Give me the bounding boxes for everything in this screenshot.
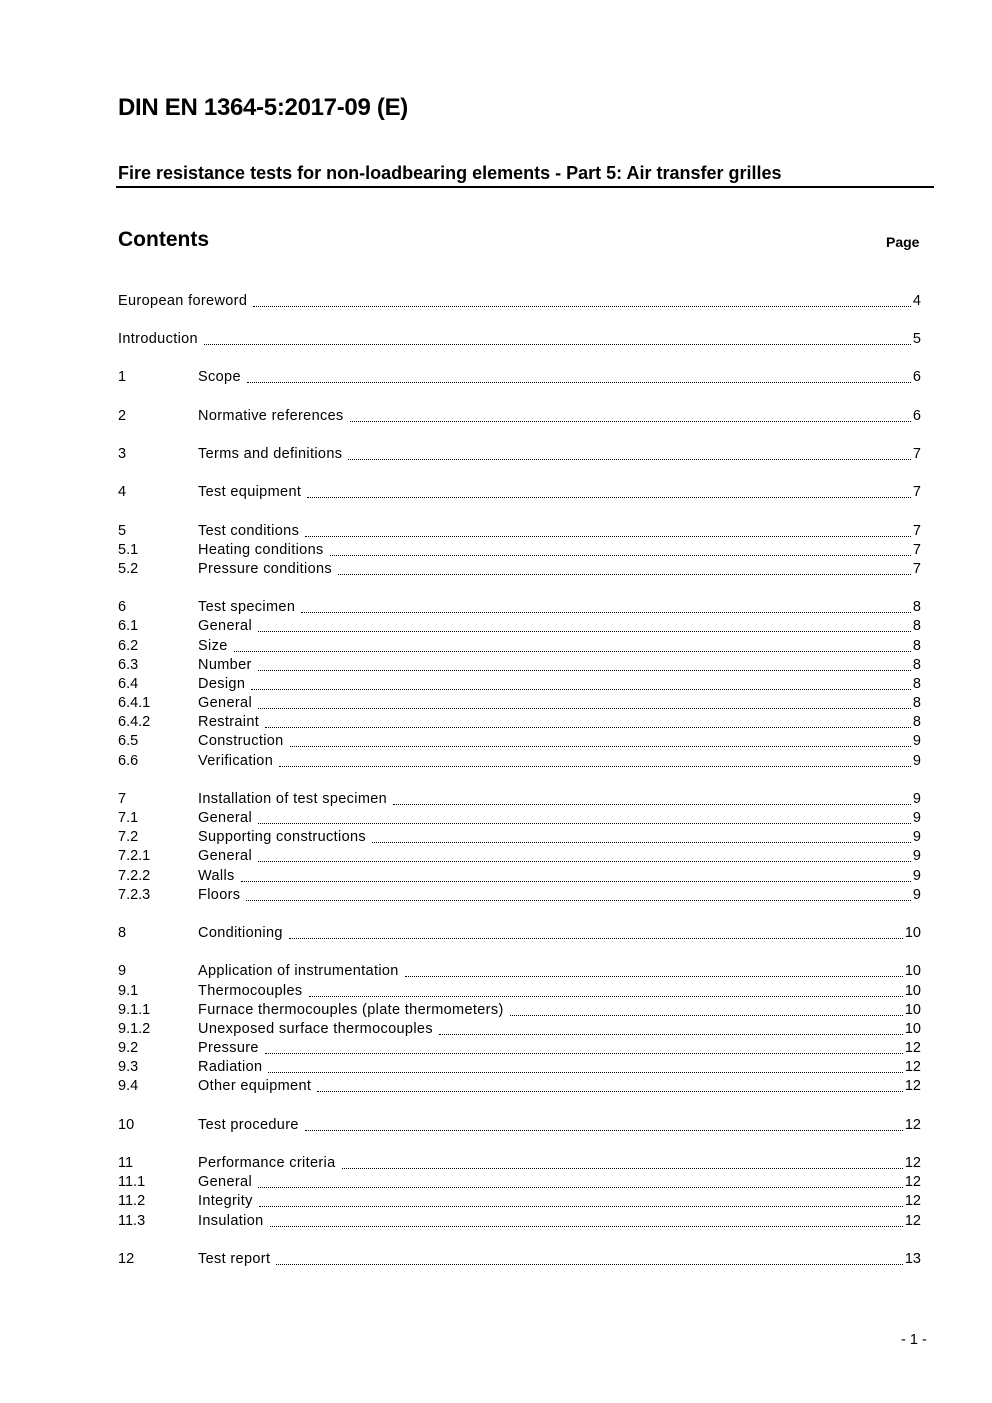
toc-entry-title: Other equipment [198, 1078, 312, 1094]
toc-entry-page: 10 [904, 1021, 921, 1037]
toc-entry-page: 7 [912, 446, 921, 462]
dot-leader [305, 536, 911, 537]
toc-entry-number: 10 [118, 1117, 135, 1133]
dot-leader [246, 900, 911, 901]
toc-entry-number: 6.1 [118, 618, 139, 634]
toc-entry-number: 6.4.1 [118, 695, 151, 711]
toc-entry-number: 9.2 [118, 1040, 139, 1056]
dot-leader [290, 746, 911, 747]
toc-entry-title: Thermocouples [198, 983, 303, 999]
toc-entry-page: 8 [912, 618, 921, 634]
toc-entry-page: 7 [912, 484, 921, 500]
dot-leader [510, 1015, 903, 1016]
toc-entry-page: 8 [912, 638, 921, 654]
toc-entry-page: 8 [912, 657, 921, 673]
dot-leader [258, 1187, 903, 1188]
dot-leader [405, 976, 903, 977]
toc-entry[interactable] [118, 1250, 921, 1269]
toc-entry-page: 7 [912, 561, 921, 577]
toc-entry-title: Pressure conditions [198, 561, 332, 577]
toc-entry-page: 9 [912, 733, 921, 749]
dot-leader [265, 727, 911, 728]
dot-leader [234, 651, 911, 652]
dot-leader [289, 938, 903, 939]
toc-entry-page: 9 [912, 868, 921, 884]
toc-entry-number: 11.2 [118, 1193, 146, 1209]
document-id: DIN EN 1364-5:2017-09 (E) [118, 94, 408, 121]
dot-leader [305, 1130, 903, 1131]
toc-entry[interactable] [118, 656, 921, 675]
dot-leader [276, 1264, 903, 1265]
toc-entry[interactable] [118, 1077, 921, 1096]
toc-entry-title: Number [198, 657, 252, 673]
dot-leader [265, 1053, 903, 1054]
toc-entry[interactable] [118, 617, 921, 636]
dot-leader [268, 1072, 902, 1073]
toc-entry-number: 9 [118, 963, 127, 979]
toc-entry-page: 4 [912, 293, 921, 309]
toc-entry-title: Test equipment [198, 484, 302, 500]
toc-entry-number: 11 [118, 1155, 134, 1171]
toc-entry-title: Walls [198, 868, 235, 884]
toc-entry-title: Heating conditions [198, 542, 324, 558]
toc-entry[interactable] [118, 962, 921, 981]
toc-entry-page: 12 [904, 1193, 921, 1209]
toc-entry-number: 9.4 [118, 1078, 139, 1094]
toc-entry-number: 6.3 [118, 657, 139, 673]
toc-entry-title: General [198, 810, 253, 826]
table-of-contents [118, 0, 921, 1403]
dot-leader [342, 1168, 903, 1169]
toc-entry-number: 3 [118, 446, 127, 462]
toc-entry[interactable] [118, 445, 921, 464]
toc-entry-number: 9.3 [118, 1059, 139, 1075]
toc-entry[interactable] [118, 1039, 921, 1058]
toc-entry-number: 9.1.2 [118, 1021, 151, 1037]
dot-leader [350, 421, 911, 422]
toc-entry-page: 12 [904, 1155, 921, 1171]
dot-leader [251, 689, 911, 690]
document-title: Fire resistance tests for non-loadbearing elements - Part 5: Air transfer grilles [118, 163, 782, 183]
dot-leader [307, 497, 911, 498]
toc-entry-title: Unexposed surface thermocouples [198, 1021, 433, 1037]
toc-entry[interactable] [118, 828, 921, 847]
toc-entry[interactable] [118, 1154, 921, 1173]
toc-entry-page: 8 [912, 676, 921, 692]
toc-entry[interactable] [118, 1058, 921, 1077]
toc-entry[interactable] [118, 732, 921, 751]
toc-entry-number: 6.6 [118, 753, 139, 769]
toc-entry[interactable] [118, 867, 921, 886]
toc-entry-page: 9 [912, 848, 921, 864]
dot-leader [309, 996, 903, 997]
toc-entry-title: Test procedure [198, 1117, 299, 1133]
toc-entry-number: 9.1 [118, 983, 139, 999]
dot-leader [270, 1226, 903, 1227]
toc-entry-title: Insulation [198, 1213, 264, 1229]
toc-entry-number: 5 [118, 523, 127, 539]
toc-entry-number: 2 [118, 408, 127, 424]
toc-entry-title: Radiation [198, 1059, 263, 1075]
toc-entry[interactable] [118, 407, 921, 426]
toc-entry-page: 12 [904, 1174, 921, 1190]
toc-entry[interactable] [118, 541, 921, 560]
toc-entry-number: 9.1.1 [118, 1002, 151, 1018]
dot-leader [258, 708, 911, 709]
toc-entry-page: 12 [904, 1117, 921, 1133]
toc-entry-number: 11.3 [118, 1213, 146, 1229]
toc-entry[interactable] [118, 330, 921, 349]
toc-entry-page: 12 [904, 1213, 921, 1229]
toc-entry[interactable] [118, 713, 921, 732]
dot-leader [259, 1206, 903, 1207]
toc-entry-title: Supporting constructions [198, 829, 366, 845]
toc-entry-title: Introduction [118, 331, 198, 347]
dot-leader [258, 631, 911, 632]
toc-entry-title: Terms and definitions [198, 446, 343, 462]
toc-entry[interactable] [118, 675, 921, 694]
toc-entry-page: 9 [912, 753, 921, 769]
toc-entry[interactable] [118, 1001, 921, 1020]
toc-entry[interactable] [118, 522, 921, 541]
toc-entry-page: 6 [912, 408, 921, 424]
toc-entry-number: 8 [118, 925, 127, 941]
toc-entry-page: 8 [912, 714, 921, 730]
toc-entry-number: 6 [118, 599, 127, 615]
toc-entry-title: General [198, 848, 253, 864]
toc-entry-page: 6 [912, 369, 921, 385]
toc-entry[interactable] [118, 637, 921, 656]
dot-leader [338, 574, 911, 575]
toc-entry-number: 12 [118, 1251, 135, 1267]
dot-leader [279, 766, 911, 767]
toc-entry-page: 13 [904, 1251, 921, 1267]
toc-entry-title: Test conditions [198, 523, 300, 539]
toc-entry-title: European foreword [118, 293, 248, 309]
toc-entry-number: 7.2 [118, 829, 139, 845]
toc-entry[interactable] [118, 483, 921, 502]
toc-entry-page: 10 [904, 963, 921, 979]
toc-entry[interactable] [118, 694, 921, 713]
toc-entry-page: 12 [904, 1040, 921, 1056]
toc-entry-number: 11.1 [118, 1174, 146, 1190]
dot-leader [317, 1091, 903, 1092]
toc-entry-title: General [198, 695, 253, 711]
toc-entry-page: 9 [912, 829, 921, 845]
toc-entry-title: General [198, 618, 253, 634]
toc-entry-number: 5.2 [118, 561, 139, 577]
dot-leader [258, 823, 911, 824]
toc-entry-number: 7.2.1 [118, 848, 151, 864]
toc-entry-number: 7 [118, 791, 127, 807]
dot-leader [330, 555, 911, 556]
page-number: - 1 - [901, 1332, 927, 1348]
toc-entry-title: Performance criteria [198, 1155, 336, 1171]
toc-entry-page: 5 [912, 331, 921, 347]
toc-entry-title: Integrity [198, 1193, 253, 1209]
toc-entry-page: 10 [904, 1002, 921, 1018]
dot-leader [258, 861, 911, 862]
toc-entry-title: Size [198, 638, 228, 654]
toc-entry-page: 7 [912, 542, 921, 558]
toc-entry[interactable] [118, 1116, 921, 1135]
toc-entry-page: 9 [912, 791, 921, 807]
toc-entry[interactable] [118, 292, 921, 311]
dot-leader [253, 306, 911, 307]
dot-leader [393, 804, 911, 805]
dot-leader [301, 612, 911, 613]
toc-entry-page: 7 [912, 523, 921, 539]
dot-leader [348, 459, 911, 460]
toc-entry-title: Scope [198, 369, 241, 385]
toc-entry-title: Design [198, 676, 246, 692]
toc-entry-title: Test specimen [198, 599, 296, 615]
toc-entry-number: 7.1 [118, 810, 139, 826]
toc-entry-title: Construction [198, 733, 284, 749]
toc-entry-page: 12 [904, 1078, 921, 1094]
toc-entry[interactable] [118, 886, 921, 905]
dot-leader [204, 344, 911, 345]
toc-entry[interactable] [118, 560, 921, 579]
toc-entry[interactable] [118, 1173, 921, 1192]
toc-entry[interactable] [118, 982, 921, 1001]
toc-entry-title: Furnace thermocouples (plate thermometers) [198, 1002, 504, 1018]
toc-entry-number: 6.4.2 [118, 714, 151, 730]
toc-entry-page: 10 [904, 983, 921, 999]
toc-entry-number: 1 [118, 369, 127, 385]
dot-leader [258, 670, 911, 671]
toc-entry-title: General [198, 1174, 253, 1190]
toc-entry-title: Test report [198, 1251, 271, 1267]
toc-entry-number: 7.2.3 [118, 887, 151, 903]
toc-entry-page: 9 [912, 887, 921, 903]
toc-entry-page: 8 [912, 599, 921, 615]
toc-entry-page: 9 [912, 810, 921, 826]
toc-entry[interactable] [118, 790, 921, 809]
toc-entry-page: 10 [904, 925, 921, 941]
dot-leader [372, 842, 911, 843]
toc-entry[interactable] [118, 1212, 921, 1231]
toc-entry-title: Verification [198, 753, 274, 769]
toc-entry[interactable] [118, 1020, 921, 1039]
toc-entry-number: 6.5 [118, 733, 139, 749]
toc-entry-page: 8 [912, 695, 921, 711]
dot-leader [247, 382, 911, 383]
toc-entry-title: Installation of test specimen [198, 791, 388, 807]
toc-entry[interactable] [118, 847, 921, 866]
toc-entry[interactable] [118, 752, 921, 771]
page-column-heading: Page [886, 234, 920, 250]
contents-heading: Contents [118, 228, 209, 251]
toc-entry-page: 12 [904, 1059, 921, 1075]
toc-entry-number: 6.4 [118, 676, 139, 692]
toc-entry-title: Conditioning [198, 925, 283, 941]
dot-leader [241, 881, 911, 882]
toc-entry-number: 4 [118, 484, 127, 500]
dot-leader [439, 1034, 903, 1035]
toc-entry-title: Floors [198, 887, 241, 903]
toc-entry-title: Application of instrumentation [198, 963, 399, 979]
toc-entry[interactable] [118, 598, 921, 617]
toc-entry[interactable] [118, 368, 921, 387]
toc-entry[interactable] [118, 924, 921, 943]
toc-entry[interactable] [118, 809, 921, 828]
toc-entry-title: Pressure [198, 1040, 259, 1056]
toc-entry-title: Restraint [198, 714, 260, 730]
toc-entry-number: 5.1 [118, 542, 139, 558]
toc-entry-number: 6.2 [118, 638, 139, 654]
toc-entry[interactable] [118, 1192, 921, 1211]
toc-entry-number: 7.2.2 [118, 868, 151, 884]
toc-entry-title: Normative references [198, 408, 344, 424]
